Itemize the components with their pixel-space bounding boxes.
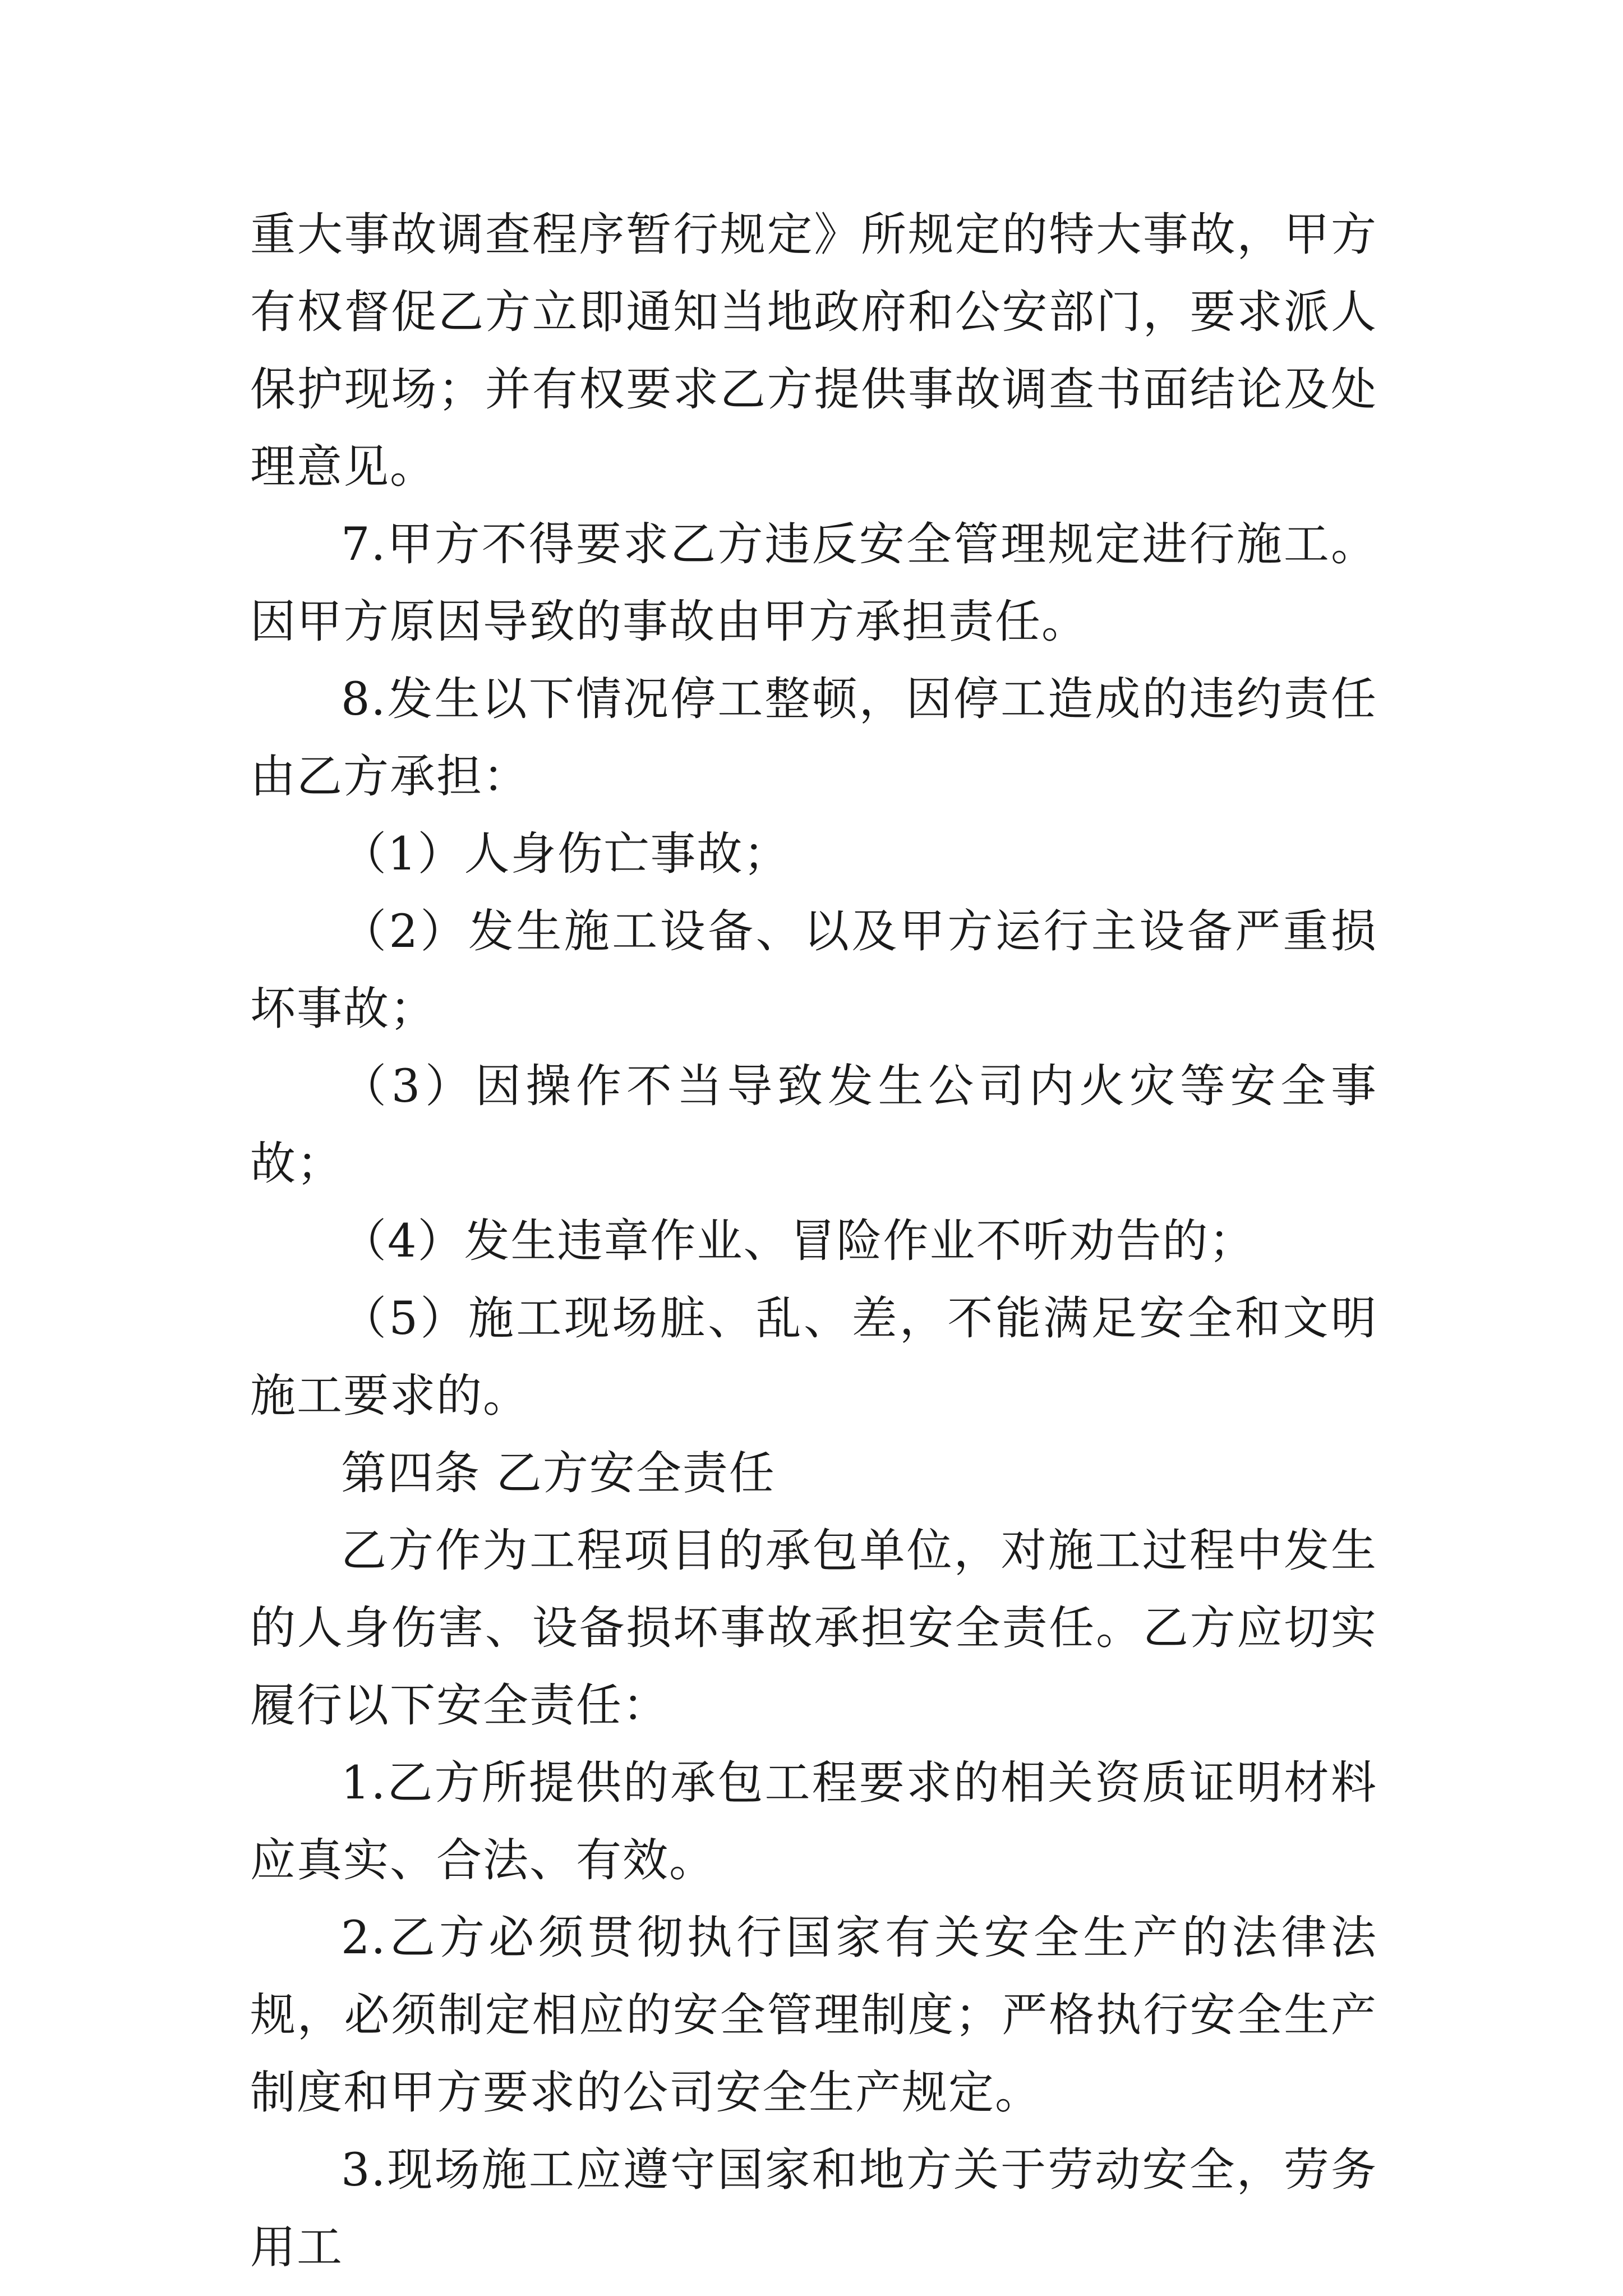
paragraph-sub-item-2: （2）发生施工设备、以及甲方运行主设备严重损坏事故； xyxy=(250,905,1377,1036)
paragraph-sub-item-4: （4）发生违章作业、冒险作业不听劝告的； xyxy=(341,1215,1256,1268)
paragraph-sub-item-5: （5）施工现场脏、乱、差，不能满足安全和文明施工要求的。 xyxy=(250,1292,1377,1423)
paragraph-sub-item-1: （1）人身伤亡事故； xyxy=(341,828,790,881)
paragraph-b-item-3: 3.现场施工应遵守国家和地方关于劳动安全，劳务用工 xyxy=(250,2144,1377,2274)
article-4-heading: 第四条 乙方安全责任 xyxy=(341,1447,776,1500)
paragraph-item-7: 7.甲方不得要求乙方违反安全管理规定进行施工。因甲方原因导致的事故由甲方承担责任。 xyxy=(250,518,1377,648)
paragraph-article-4-intro: 乙方作为工程项目的承包单位，对施工过程中发生的人身伤害、设备损坏事故承担安全责任。乙方应切实履行以下安全责任： xyxy=(250,1525,1377,1732)
paragraph-b-item-1: 1.乙方所提供的承包工程要求的相关资质证明材料应真实、合法、有效。 xyxy=(250,1757,1377,1887)
paragraph-b-item-2: 2.乙方必须贯彻执行国家有关安全生产的法律法规，必须制定相应的安全管理制度；严格执行安全生产制度和甲方要求的公司安全生产规定。 xyxy=(250,1912,1377,2119)
document-body xyxy=(250,196,1377,2286)
paragraph-sub-item-3: （3）因操作不当导致发生公司内火灾等安全事故； xyxy=(250,1060,1377,1190)
paragraph-continued: 重大事故调查程序暂行规定》所规定的特大事故，甲方有权督促乙方立即通知当地政府和公安部门，要求派人保护现场；并有权要求乙方提供事故调查书面结论及处理意见。 xyxy=(250,209,1377,494)
paragraph-item-8: 8.发生以下情况停工整顿，因停工造成的违约责任由乙方承担： xyxy=(250,673,1377,803)
